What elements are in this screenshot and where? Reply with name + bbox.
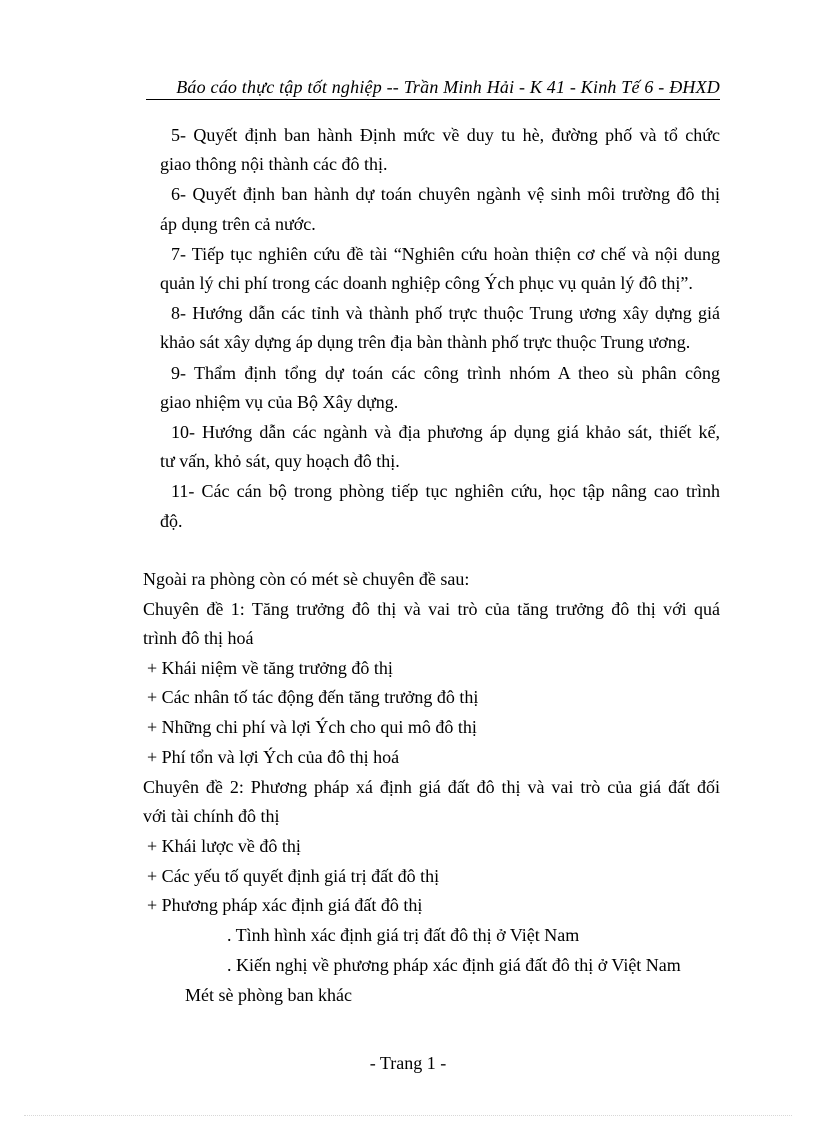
paragraph-line: 11- Các cán bộ trong phòng tiếp tục nghiên cứu, học tập nâng cao trình <box>171 481 720 501</box>
paragraph-line: tư vấn, khỏ sát, quy hoạch đô thị. <box>160 451 400 471</box>
list-item: + Khái lược về đô thị <box>147 836 301 856</box>
topic-heading: Chuyên đề 1: Tăng trưởng đô thị và vai trò của tăng trưởng đô thị với quá <box>143 599 720 619</box>
paragraph-line: áp dụng trên cả nước. <box>160 214 316 234</box>
paragraph-line: Mét sè phòng ban khác <box>185 985 352 1005</box>
page-bottom-divider <box>24 1115 792 1116</box>
paragraph-line: 7- Tiếp tục nghiên cứu đề tài “Nghiên cứu hoàn thiện cơ chế và nội dung <box>171 244 720 264</box>
page-number: - Trang 1 - <box>369 1053 447 1073</box>
paragraph-line: quản lý chi phí trong các doanh nghiệp công Ých phục vụ quản lý đô thị”. <box>160 273 693 293</box>
topic-heading: trình đô thị hoá <box>143 628 254 648</box>
list-item: + Khái niệm về tăng trưởng đô thị <box>147 658 393 678</box>
paragraph-line: khảo sát xây dựng áp dụng trên địa bàn thành phố trực thuộc Trung ương. <box>160 332 691 352</box>
list-item: + Những chi phí và lợi Ých cho qui mô đô thị <box>147 717 477 737</box>
paragraph-line: 8- Hướng dẫn các tỉnh và thành phố trực thuộc Trung ương xây dựng giá <box>171 303 720 323</box>
list-item: + Các nhân tố tác động đến tăng trưởng đô thị <box>147 687 479 707</box>
sub-list-item: . Tình hình xác định giá trị đất đô thị ở Việt Nam <box>227 925 580 945</box>
paragraph-line: giao thông nội thành các đô thị. <box>160 154 388 174</box>
sub-list-item: . Kiến nghị về phương pháp xác định giá đất đô thị ở Việt Nam <box>227 955 681 975</box>
paragraph-line: Ngoài ra phòng còn có mét sè chuyên đề sau: <box>143 569 470 589</box>
topic-heading: với tài chính đô thị <box>143 806 280 826</box>
topic-heading: Chuyên đề 2: Phương pháp xá định giá đất đô thị và vai trò của giá đất đối <box>143 777 720 797</box>
paragraph-line: 9- Thẩm định tổng dự toán các công trình nhóm A theo sù phân công <box>171 363 720 383</box>
paragraph-line: 5- Quyết định ban hành Định mức về duy tu hè, đường phố và tổ chức <box>171 125 720 145</box>
paragraph-line: 10- Hướng dẫn các ngành và địa phương áp dụng giá khảo sát, thiết kế, <box>171 422 720 442</box>
list-item: + Phí tổn và lợi Ých của đô thị hoá <box>147 747 400 767</box>
list-item: + Các yếu tố quyết định giá trị đất đô thị <box>147 866 440 886</box>
page-header: Báo cáo thực tập tốt nghiệp -- Trần Minh Hải - K 41 - Kinh Tế 6 - ĐHXD <box>146 74 720 100</box>
paragraph-line: độ. <box>160 511 183 531</box>
paragraph-line: giao nhiệm vụ của Bộ Xây dựng. <box>160 392 399 412</box>
list-item: + Phương pháp xác định giá đất đô thị <box>147 895 423 915</box>
paragraph-line: 6- Quyết định ban hành dự toán chuyên ngành vệ sinh môi trường đô thị <box>171 184 720 204</box>
